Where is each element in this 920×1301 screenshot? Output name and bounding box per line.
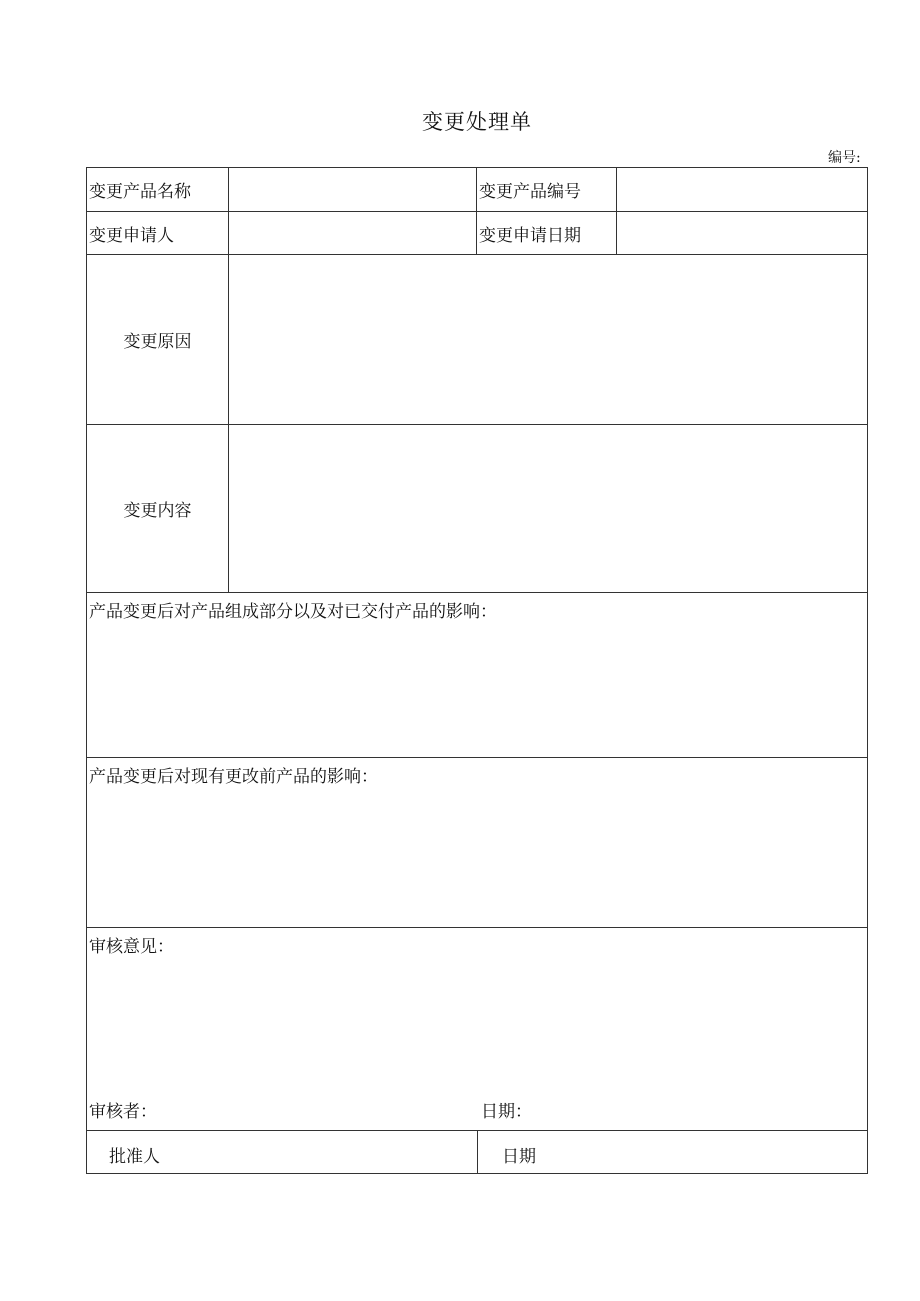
content-field[interactable] xyxy=(229,425,867,592)
change-request-form xyxy=(86,167,868,1174)
row-reason xyxy=(87,255,867,425)
approver-cell[interactable] xyxy=(87,1131,478,1173)
row-applicant xyxy=(87,212,867,255)
apply-date-field[interactable] xyxy=(617,212,867,254)
content-label: 变更内容 xyxy=(87,425,229,592)
form-title: 变更处理单 xyxy=(422,110,532,134)
product-number-field[interactable] xyxy=(617,168,867,211)
product-name-field[interactable] xyxy=(229,168,477,211)
row-content xyxy=(87,425,867,593)
approve-date-cell[interactable] xyxy=(478,1131,867,1173)
approver-label: 批准人 xyxy=(109,1147,160,1167)
reviewer-label: 审核者： xyxy=(89,1102,157,1122)
row-impact-components[interactable] xyxy=(87,593,867,758)
applicant-label: 变更申请人 xyxy=(87,212,229,254)
impact-before-label: 产品变更后对现有更改前产品的影响： xyxy=(89,767,378,787)
review-opinion-label: 审核意见： xyxy=(89,937,174,957)
reason-field[interactable] xyxy=(229,255,867,424)
apply-date-label: 变更申请日期 xyxy=(477,212,617,254)
review-date-label: 日期： xyxy=(481,1102,532,1122)
product-number-label: 变更产品编号 xyxy=(477,168,617,211)
reason-label: 变更原因 xyxy=(87,255,229,424)
applicant-field[interactable] xyxy=(229,212,477,254)
product-name-label: 变更产品名称 xyxy=(87,168,229,211)
impact-components-label: 产品变更后对产品组成部分以及对已交付产品的影响： xyxy=(89,602,497,622)
row-impact-before[interactable] xyxy=(87,758,867,928)
row-product xyxy=(87,168,867,212)
row-review[interactable] xyxy=(87,928,867,1131)
row-approval xyxy=(87,1131,867,1173)
approve-date-label: 日期 xyxy=(502,1147,536,1167)
doc-number-label: 编号: xyxy=(828,150,861,166)
